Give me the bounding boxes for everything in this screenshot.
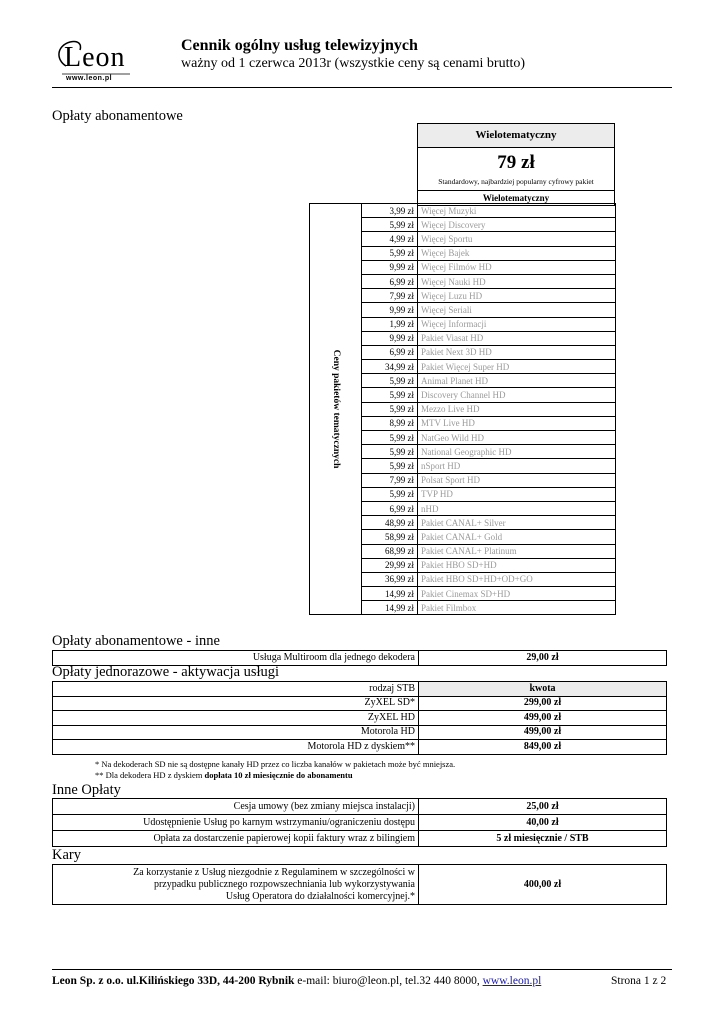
table-row bbox=[53, 725, 667, 740]
theme-name: nHD bbox=[418, 501, 616, 515]
footer-company: Leon Sp. z o.o. ul.Kilińskiego 33D, 44-200 Rybnik bbox=[52, 975, 295, 987]
theme-price: 36,99 zł bbox=[362, 572, 418, 586]
theme-name: Pakiet Viasat HD bbox=[418, 331, 616, 345]
theme-name: Pakiet Cinemax SD+HD bbox=[418, 587, 616, 601]
penalties-table bbox=[52, 864, 667, 905]
section-title-other-fees: Inne Opłaty bbox=[52, 782, 121, 798]
theme-name: Więcej Luzu HD bbox=[418, 289, 616, 303]
table-row bbox=[53, 815, 667, 831]
section-title-subscription: Opłaty abonamentowe bbox=[52, 108, 183, 124]
package-subheader: Wielotematyczny bbox=[418, 190, 614, 205]
theme-price: 5,99 zł bbox=[362, 388, 418, 402]
theme-price: 9,99 zł bbox=[362, 260, 418, 274]
footnote-hd-text: ** Dla dekodera HD z dyskiem bbox=[95, 770, 205, 780]
footer bbox=[52, 975, 541, 987]
fee-value: 499,00 zł bbox=[419, 725, 667, 740]
footnote-hd-bold: dopłata 10 zł miesięcznie do abonamentu bbox=[204, 770, 353, 780]
table-row bbox=[53, 651, 667, 666]
footer-website-link[interactable]: www.leon.pl bbox=[482, 975, 542, 987]
logo-text: Leon bbox=[64, 42, 126, 73]
theme-name: Więcej Informacji bbox=[418, 317, 616, 331]
table-row bbox=[53, 799, 667, 815]
theme-price: 29,99 zł bbox=[362, 558, 418, 572]
table-row bbox=[53, 865, 667, 905]
fee-label: Motorola HD z dyskiem** bbox=[53, 740, 419, 755]
theme-name: nSport HD bbox=[418, 459, 616, 473]
column-header-amount: kwota bbox=[419, 682, 667, 697]
header-divider bbox=[52, 87, 672, 88]
fee-value: 29,00 zł bbox=[419, 651, 667, 666]
theme-price: 9,99 zł bbox=[362, 303, 418, 317]
theme-price: 4,99 zł bbox=[362, 232, 418, 246]
theme-price: 9,99 zł bbox=[362, 331, 418, 345]
section-title-penalties: Kary bbox=[52, 847, 81, 863]
theme-name: Mezzo Live HD bbox=[418, 402, 616, 416]
fee-value: 40,00 zł bbox=[419, 815, 667, 831]
theme-price: 5,99 zł bbox=[362, 431, 418, 445]
fee-label: Opłata za dostarczenie papierowej kopii faktury wraz z bilingiem bbox=[53, 831, 419, 847]
vertical-label-cell bbox=[310, 204, 362, 615]
footnote-sd: * Na dekoderach SD nie są dostępne kanały HD przez co liczba kanałów w pakietach może być mniejsza. bbox=[95, 759, 456, 769]
fee-label: ZyXEL SD* bbox=[53, 696, 419, 711]
fee-label: Motorola HD bbox=[53, 725, 419, 740]
fee-label: Udostępnienie Usług po karnym wstrzymaniu/ograniczeniu dostępu bbox=[53, 815, 419, 831]
penalty-label bbox=[53, 865, 419, 905]
theme-price: 6,99 zł bbox=[362, 501, 418, 515]
theme-name: Discovery Channel HD bbox=[418, 388, 616, 402]
logo-url: www.leon.pl bbox=[66, 75, 113, 82]
page-number: Strona 1 z 2 bbox=[611, 975, 667, 987]
theme-price: 5,99 zł bbox=[362, 445, 418, 459]
theme-name: Pakiet CANAL+ Platinum bbox=[418, 544, 616, 558]
column-header-stb: rodzaj STB bbox=[53, 682, 419, 697]
fee-label: ZyXEL HD bbox=[53, 711, 419, 726]
package-name: Wielotematyczny bbox=[418, 124, 614, 148]
theme-name: Więcej Filmów HD bbox=[418, 260, 616, 274]
theme-price: 48,99 zł bbox=[362, 516, 418, 530]
theme-name: Więcej Seriali bbox=[418, 303, 616, 317]
theme-name: Więcej Bajek bbox=[418, 246, 616, 260]
fee-label: Cesja umowy (bez zmiany miejsca instalacji) bbox=[53, 799, 419, 815]
theme-name: Więcej Discovery bbox=[418, 218, 616, 232]
table-row bbox=[310, 204, 616, 218]
fee-value: 499,00 zł bbox=[419, 711, 667, 726]
section-title-other-subscription: Opłaty abonamentowe - inne bbox=[52, 633, 220, 649]
footer-contact: e-mail: biuro@leon.pl, tel.32 440 8000, bbox=[294, 975, 483, 987]
fee-label: Usługa Multiroom dla jednego dekodera bbox=[53, 651, 419, 666]
theme-price: 7,99 zł bbox=[362, 289, 418, 303]
theme-name: Pakiet CANAL+ Silver bbox=[418, 516, 616, 530]
theme-price: 6,99 zł bbox=[362, 274, 418, 288]
theme-price: 7,99 zł bbox=[362, 473, 418, 487]
package-description: Standardowy, najbardziej popularny cyfrowy pakiet bbox=[438, 177, 594, 186]
theme-name: NatGeo Wild HD bbox=[418, 431, 616, 445]
theme-packages-table bbox=[309, 203, 616, 615]
theme-name: Więcej Nauki HD bbox=[418, 274, 616, 288]
fee-value: 299,00 zł bbox=[419, 696, 667, 711]
table-row bbox=[53, 696, 667, 711]
theme-price: 5,99 zł bbox=[362, 459, 418, 473]
theme-name: Pakiet Filmbox bbox=[418, 601, 616, 615]
fee-value: 5 zł miesięcznie / STB bbox=[419, 831, 667, 847]
section-title-activation: Opłaty jednorazowe - aktywacja usługi bbox=[52, 664, 280, 680]
penalty-value: 400,00 zł bbox=[419, 865, 667, 905]
package-price: 79 zł bbox=[497, 152, 535, 173]
vertical-label: Ceny pakietów tematycznych bbox=[330, 349, 341, 469]
theme-name: TVP HD bbox=[418, 487, 616, 501]
theme-price: 3,99 zł bbox=[362, 204, 418, 218]
theme-name: Pakiet Next 3D HD bbox=[418, 345, 616, 359]
theme-price: 5,99 zł bbox=[362, 487, 418, 501]
table-row bbox=[53, 711, 667, 726]
theme-price: 1,99 zł bbox=[362, 317, 418, 331]
theme-name: Pakiet Więcej Super HD bbox=[418, 360, 616, 374]
theme-price: 5,99 zł bbox=[362, 374, 418, 388]
penalty-line: Za korzystanie z Usług niezgodnie z Regulaminem w szczególności w bbox=[133, 867, 415, 878]
theme-price: 14,99 zł bbox=[362, 587, 418, 601]
theme-name: Pakiet HBO SD+HD+OD+GO bbox=[418, 572, 616, 586]
theme-name: Więcej Sportu bbox=[418, 232, 616, 246]
theme-price: 5,99 zł bbox=[362, 402, 418, 416]
footer-divider bbox=[52, 969, 672, 970]
theme-price: 6,99 zł bbox=[362, 345, 418, 359]
table-header-row bbox=[53, 682, 667, 697]
page-title: Cennik ogólny usług telewizyjnych bbox=[181, 37, 418, 54]
table-row bbox=[53, 831, 667, 847]
theme-name: Animal Planet HD bbox=[418, 374, 616, 388]
penalty-line: Usług Operatora do działalności komercyjnej.* bbox=[225, 891, 415, 902]
theme-price: 5,99 zł bbox=[362, 246, 418, 260]
activation-table bbox=[52, 681, 667, 755]
table-row bbox=[53, 740, 667, 755]
fee-value: 25,00 zł bbox=[419, 799, 667, 815]
theme-name: MTV Live HD bbox=[418, 416, 616, 430]
company-logo bbox=[52, 36, 136, 82]
theme-name: National Geographic HD bbox=[418, 445, 616, 459]
theme-price: 34,99 zł bbox=[362, 360, 418, 374]
other-fees-table bbox=[52, 798, 667, 847]
theme-name: Więcej Muzyki bbox=[418, 204, 616, 218]
penalty-line: przypadku publicznego rozpowszechniania lub wykorzystywania bbox=[153, 879, 415, 890]
theme-price: 58,99 zł bbox=[362, 530, 418, 544]
fee-value: 849,00 zł bbox=[419, 740, 667, 755]
theme-name: Polsat Sport HD bbox=[418, 473, 616, 487]
theme-name: Pakiet HBO SD+HD bbox=[418, 558, 616, 572]
theme-price: 68,99 zł bbox=[362, 544, 418, 558]
theme-price: 14,99 zł bbox=[362, 601, 418, 615]
page-subtitle: ważny od 1 czerwca 2013r (wszystkie ceny są cenami brutto) bbox=[181, 56, 526, 71]
package-header bbox=[417, 123, 615, 206]
theme-price: 5,99 zł bbox=[362, 218, 418, 232]
theme-name: Pakiet CANAL+ Gold bbox=[418, 530, 616, 544]
footnote-hd-disk bbox=[95, 770, 353, 780]
theme-price: 8,99 zł bbox=[362, 416, 418, 430]
